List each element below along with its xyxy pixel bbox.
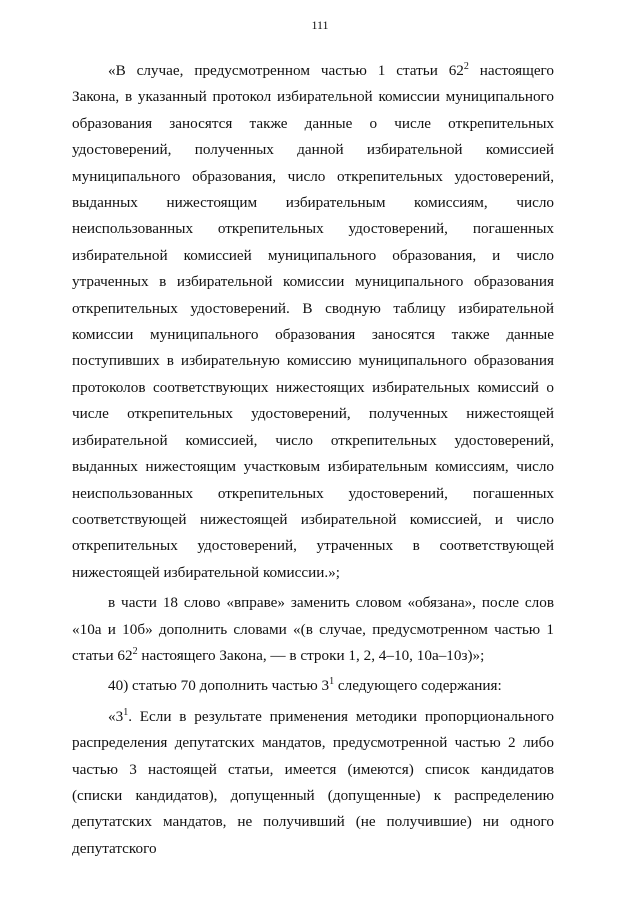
paragraph-protocol-data	[72, 58, 554, 586]
document-body	[72, 58, 554, 862]
paragraph-text: в части 18 слово «вправе» заменить словом «обязана», после слов «10а и 10б» дополнить словами «(в случае, предусмотренном частью 1 статьи 62	[72, 594, 554, 664]
paragraph-text: настоящего Закона, в указанный протокол избирательной комиссии муниципального образования заносятся также данные о числе открепительных удостоверений, полученных данной избирательной комиссией муниципального образования, число открепительных удостоверений, выданных нижестоящим избирательным комиссиям, число неиспользованных открепительных удостоверений, погашенных избирательной комиссией муниципального образования, и число утраченных в избирательной комиссии муниципального образования открепительных удостоверений. В сводную таблицу избирательной комиссии муниципального образования заносятся также данные поступивших в избирательную комиссию муниципального образования протоколов соответствующих нижестоящих избирательных комиссий о числе открепительных удостоверений, полученных нижестоящей избирательной комиссией, число открепительных удостоверений, выданных нижестоящим участковым избирательным комиссиям, число неиспользованных открепительных удостоверений, погашенных соответствующей нижестоящей избирательной комиссией, и число открепительных удостоверений, утраченных в соответствующей нижестоящей избирательной комиссии.»;	[72, 62, 555, 581]
paragraph-part-3-1-text	[72, 704, 554, 862]
paragraph-part-18-amendment	[72, 590, 554, 669]
paragraph-text: следующего содержания:	[334, 677, 502, 695]
superscript: 1	[329, 676, 335, 688]
paragraph-text: . Если в результате применения методики пропорционального распределения депутатских мандатов, предусмотренной частью 2 либо частью 3 настоящей статьи, имеется (имеются) список кандидатов (списки кандидатов), допущенный (допущенные) к распределению депутатских мандатов, не получивший (не получившие) ни одного депутатского	[72, 707, 554, 857]
page-number: 111	[311, 18, 329, 32]
superscript: 2	[132, 645, 138, 657]
superscript: 2	[463, 61, 469, 72]
paragraph-text: «В случае, предусмотренном частью 1 статьи 62	[108, 62, 464, 79]
paragraph-text: 40) статью 70 дополнить частью 3	[108, 677, 330, 695]
paragraph-text: «3	[108, 707, 124, 725]
superscript: 1	[123, 706, 129, 718]
paragraph-text: настоящего Закона, — в строки 1, 2, 4–10, 10а–10з)»;	[137, 646, 485, 664]
paragraph-article-70-item	[72, 673, 554, 699]
